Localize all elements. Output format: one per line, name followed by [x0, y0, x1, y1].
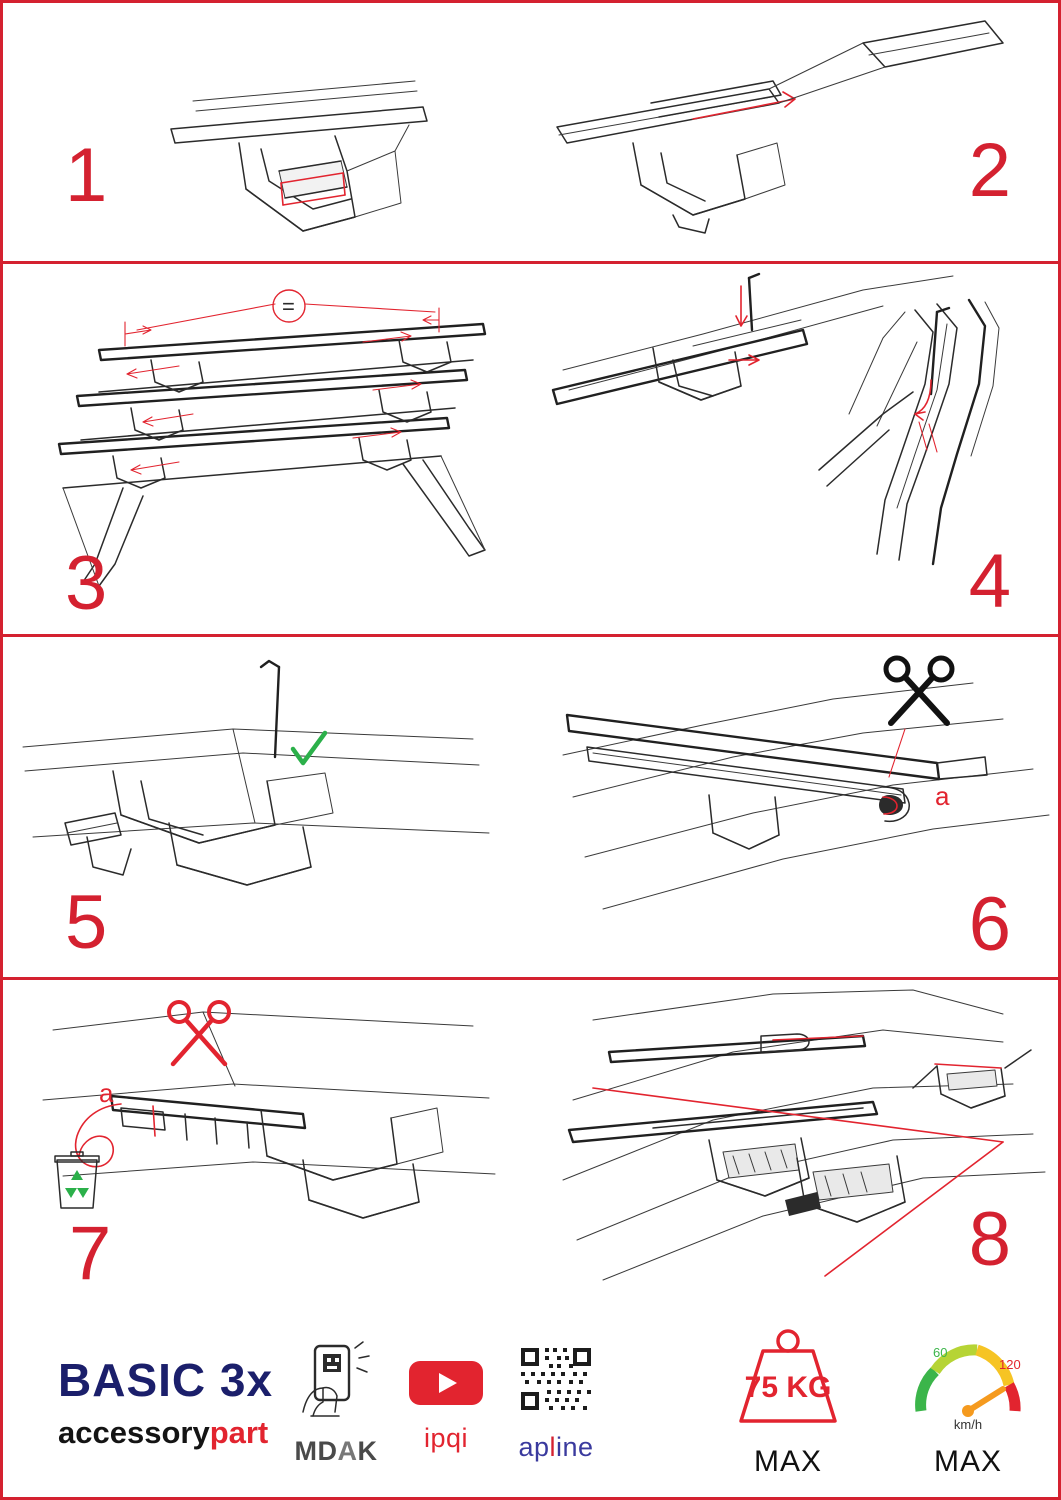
logo-mdak: [293, 1338, 379, 1467]
step-row-4: [3, 980, 1058, 1300]
step-panel-6: [533, 637, 1061, 977]
recycle-bin-icon: [55, 1152, 99, 1208]
speed-tick-60: 60: [933, 1345, 948, 1360]
brand-title: [58, 1353, 293, 1406]
step-panel-4: [533, 264, 1061, 634]
footer-bar: [3, 1307, 1058, 1497]
max-speed-caption: MAX: [933, 1445, 1002, 1478]
apline-l: l: [549, 1431, 556, 1462]
step-number-1: 1: [65, 133, 108, 218]
svg-text:=: =: [282, 294, 295, 319]
max-load-caption: MAX: [753, 1445, 822, 1478]
speed-unit: km/h: [953, 1417, 983, 1432]
step-panel-5: [3, 637, 533, 977]
partner-logos: [293, 1338, 698, 1467]
scissors-icon-7: [169, 1002, 229, 1064]
step-row-2: [3, 264, 1058, 634]
mdak-md: MD: [294, 1435, 338, 1466]
logo-ipqi-caption: ipqi: [423, 1422, 469, 1453]
step-panel-8: [533, 980, 1061, 1300]
step-number-8: 8: [968, 1197, 1011, 1282]
youtube-icon[interactable]: [405, 1351, 487, 1411]
step-panel-7: [3, 980, 533, 1300]
max-load-block: [698, 1325, 878, 1479]
scissors-icon: [886, 658, 952, 723]
step-row-1: [3, 3, 1058, 261]
speed-tick-120: 120: [999, 1357, 1021, 1372]
mdak-k: K: [357, 1435, 378, 1466]
step-number-5: 5: [65, 880, 108, 965]
step-number-4: 4: [968, 539, 1011, 624]
brand-subtitle: [58, 1414, 293, 1450]
step-1-illustration: [3, 3, 533, 261]
qr-code-icon[interactable]: [513, 1342, 599, 1420]
step-number-7: 7: [69, 1211, 112, 1296]
logo-ipqi[interactable]: [405, 1351, 487, 1454]
step-panel-3: [3, 264, 533, 634]
speedometer-icon: [903, 1325, 1033, 1435]
step-number-6: 6: [968, 882, 1011, 967]
max-load-value: 75 KG: [744, 1371, 832, 1404]
brand-subtitle-accessory: accessory: [58, 1414, 210, 1450]
step-row-3: [3, 637, 1058, 977]
step-panel-2: [533, 3, 1061, 261]
brand-subtitle-part: part: [209, 1414, 269, 1450]
brand-block: [3, 1353, 293, 1450]
weight-icon: [723, 1325, 853, 1435]
label-a-step6: a: [935, 781, 950, 811]
step-panel-1: [3, 3, 533, 261]
brand-title-text: BASIC 3: [58, 1353, 247, 1406]
logo-apline[interactable]: [513, 1342, 599, 1463]
mdak-a: A: [337, 1435, 358, 1466]
logo-mdak-caption: [295, 1436, 378, 1467]
step-number-2: 2: [968, 128, 1011, 213]
logo-apline-caption: [518, 1432, 593, 1463]
brand-title-suffix: x: [246, 1353, 274, 1406]
label-a-step7: a: [99, 1078, 114, 1108]
apline-ap: ap: [518, 1431, 550, 1462]
max-speed-block: [878, 1325, 1058, 1479]
apline-ine: ine: [556, 1431, 594, 1462]
step-number-3: 3: [65, 541, 108, 626]
hand-scan-qr-icon: [293, 1338, 379, 1424]
